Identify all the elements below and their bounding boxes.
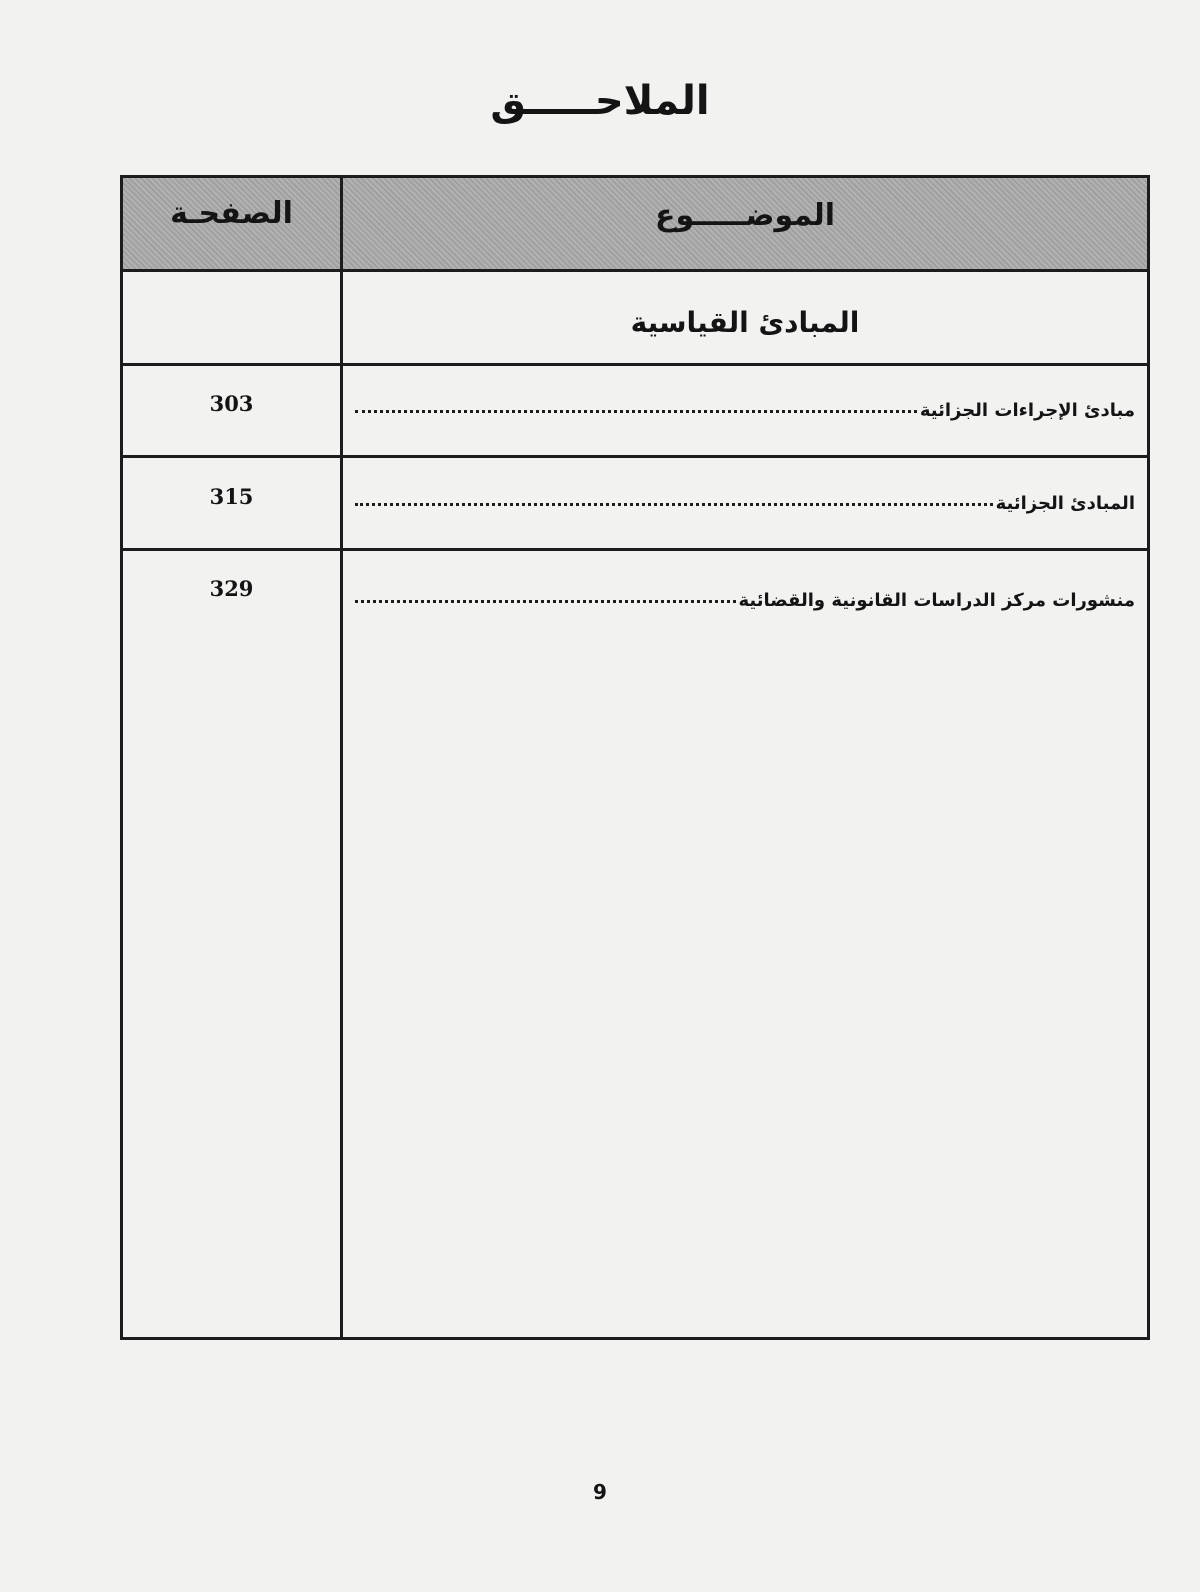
row-divider [123, 363, 1147, 366]
toc-entry[interactable] [355, 400, 1135, 421]
section-title: المبادئ القياسية [630, 306, 860, 339]
toc-entry-subject: المبادئ الجزائية [995, 493, 1135, 514]
toc-entry-page: 329 [209, 576, 254, 601]
dot-leader [355, 503, 993, 506]
column-header-page: الصفحـة [170, 196, 293, 231]
header-divider [123, 269, 1147, 272]
column-header-subject: الموضـــــوع [654, 198, 836, 233]
toc-entry-page: 303 [209, 391, 254, 416]
dot-leader [355, 600, 736, 603]
row-divider [123, 455, 1147, 458]
page-title: الملاحـــــق [490, 78, 710, 124]
toc-entry-subject: مبادئ الإجراءات الجزائية [919, 400, 1135, 421]
dot-leader [355, 410, 917, 413]
toc-entry-page: 315 [209, 484, 254, 509]
page-number: 9 [593, 1480, 607, 1504]
table-of-contents [120, 175, 1150, 1340]
toc-entry[interactable] [355, 493, 1135, 514]
row-divider [123, 548, 1147, 551]
toc-entry-subject: منشورات مركز الدراسات القانونية والقضائية [738, 590, 1135, 611]
toc-entry[interactable] [355, 590, 1135, 611]
column-divider [340, 178, 343, 1337]
